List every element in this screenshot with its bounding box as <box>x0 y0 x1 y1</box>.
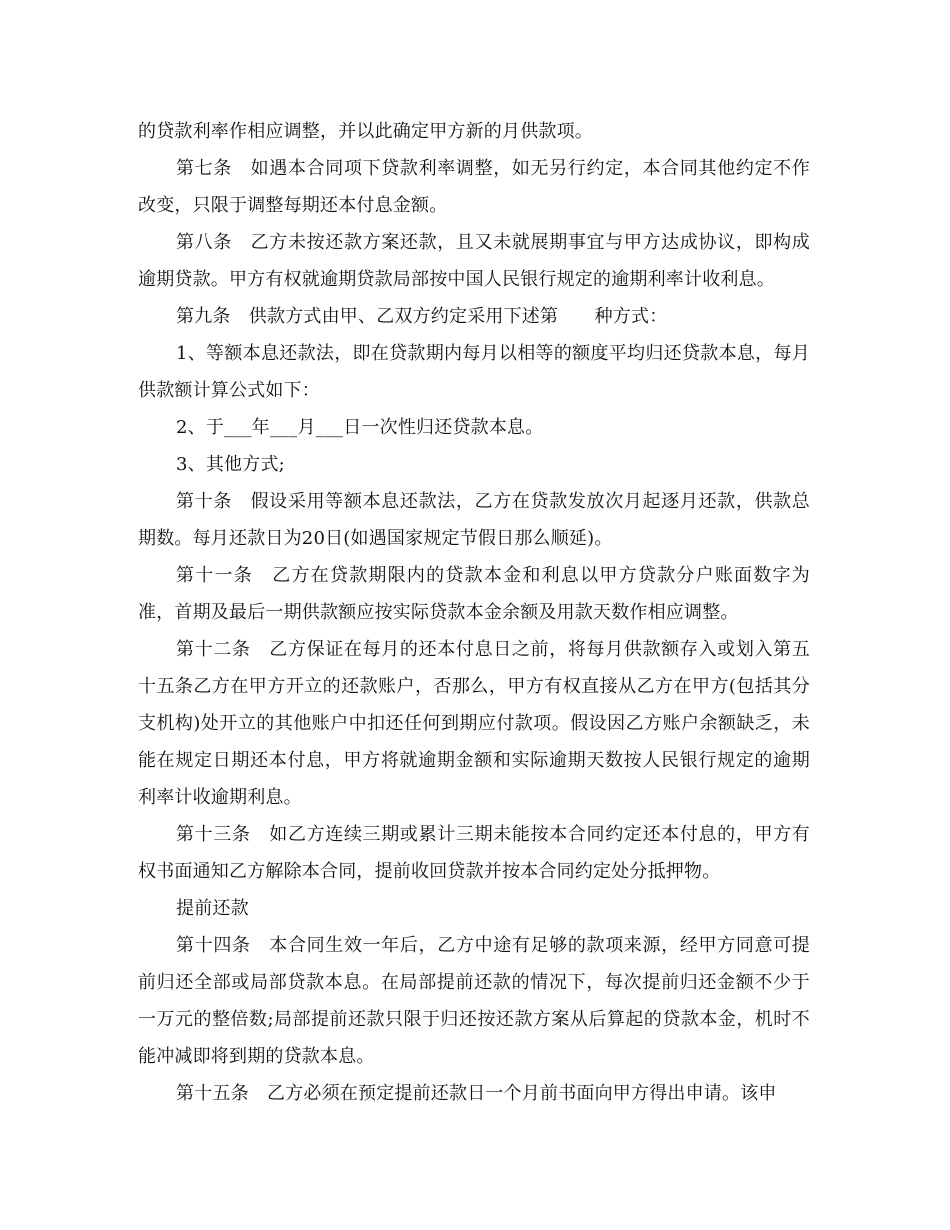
paragraph-article-14: 第十四条 本合同生效一年后，乙方中途有足够的款项来源，经甲方同意可提前归还全部或局部贷款本息。在局部提前还款的情况下，每次提前归还金额不少于一万元的整倍数;局部提前还款只限于归还按还款方案从后算起的贷款本金，机时不能冲减即将到期的贷款本息。 <box>138 935 810 1067</box>
section-heading-early-repayment: 提前还款 <box>176 898 249 919</box>
document-body <box>138 113 810 1112</box>
paragraph-article-7: 第七条 如遇本合同项下贷款利率调整，如无另行约定，本合同其他约定不作改变，只限于调整每期还本付息金额。 <box>138 158 810 216</box>
paragraph-article-11: 第十一条 乙方在贷款期限内的贷款本金和利息以甲方贷款分户账面数字为准，首期及最后一期供款额应按实际贷款本金余额及用款天数作相应调整。 <box>138 565 810 623</box>
paragraph-option-1: 1、等额本息还款法，即在贷款期内每月以相等的额度平均归还贷款本息，每月供款额计算公式如下： <box>138 343 810 401</box>
paragraph-continuation: 的贷款利率作相应调整，并以此确定甲方新的月供款项。 <box>138 121 593 142</box>
paragraph-option-2: 2、于___年___月___日一次性归还贷款本息。 <box>176 417 544 438</box>
paragraph-article-8: 第八条 乙方未按还款方案还款，且又未就展期事宜与甲方达成协议，即构成逾期贷款。甲方有权就逾期贷款局部按中国人民银行规定的逾期利率计收利息。 <box>138 232 810 290</box>
paragraph-article-13: 第十三条 如乙方连续三期或累计三期未能按本合同约定还本付息的，甲方有权书面通知乙方解除本合同，提前收回贷款并按本合同约定处分抵押物。 <box>138 824 810 882</box>
paragraph-article-12: 第十二条 乙方保证在每月的还本付息日之前，将每月供款额存入或划入第五十五条乙方在甲方开立的还款账户，否那么，甲方有权直接从乙方在甲方(包括其分支机构)处开立的其他账户中扣还任何到期应付款项。假设因乙方账户余额缺乏，未能在规定日期还本付息，甲方将就逾期金额和实际逾期天数按人民银行规定的逾期利率计收逾期利息。 <box>138 639 810 808</box>
paragraph-option-3: 3、其他方式; <box>176 454 285 475</box>
paragraph-article-10: 第十条 假设采用等额本息还款法，乙方在贷款发放次月起逐月还款，供款总期数。每月还款日为20日(如遇国家规定节假日那么顺延)。 <box>138 491 810 549</box>
paragraph-article-9: 第九条 供款方式由甲、乙双方约定采用下述第 种方式： <box>176 306 668 327</box>
paragraph-article-15: 第十五条 乙方必须在预定提前还款日一个月前书面向甲方得出申请。该申 <box>176 1083 777 1104</box>
